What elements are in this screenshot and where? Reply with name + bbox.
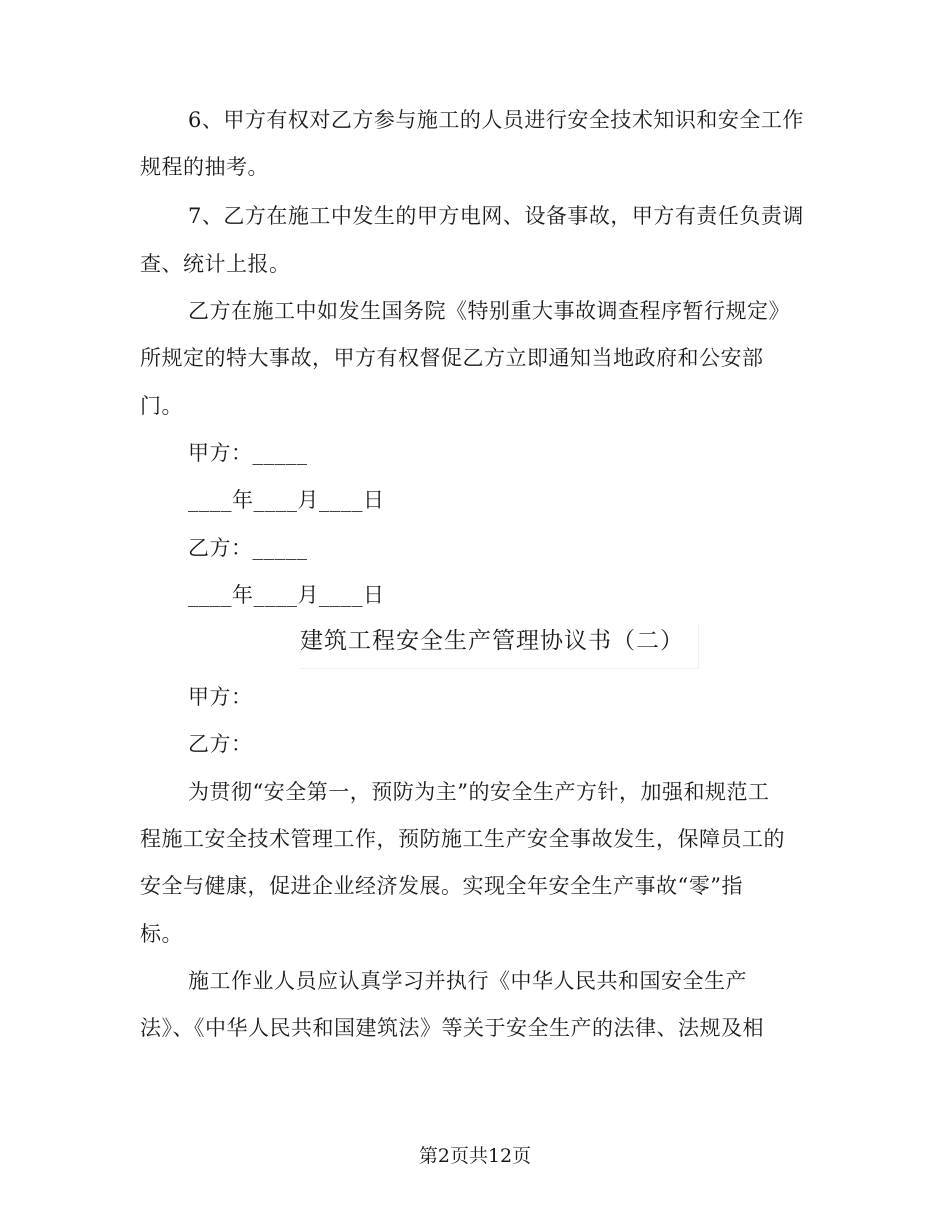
paragraph-purpose-line-3: 安全与健康，促进企业经济发展。实现全年安全生产事故“零”指 (140, 874, 743, 898)
paragraph-purpose-line-2: 程施工安全技术管理工作，预防施工生产安全事故发生，保障员工的 (140, 827, 785, 851)
paragraph-item-7-line-1: 7、乙方在施工中发生的甲方电网、设备事故，甲方有责任负责调 (188, 204, 804, 228)
paragraph-item-6-line-1: 6、甲方有权对乙方参与施工的人员进行安全技术知识和安全工作 (188, 108, 804, 132)
paragraph-law-line-1: 施工作业人员应认真学习并执行《中华人民共和国安全生产 (188, 969, 747, 993)
party-b-date: ____年____月____日 (188, 583, 385, 607)
paragraph-purpose-line-4: 标。 (140, 922, 183, 946)
paragraph-item-6-line-2: 规程的抽考。 (140, 155, 269, 179)
paragraph-purpose-line-1: 为贯彻“安全第一，预防为主”的安全生产方针，加强和规范工 (188, 780, 770, 804)
party-a-label: 甲方： (188, 685, 253, 709)
party-b-signature: 乙方：_____ (188, 536, 308, 560)
paragraph-major-accident-line-2: 所规定的特大事故，甲方有权督促乙方立即通知当地政府和公安部 (140, 346, 764, 370)
paragraph-law-line-2: 法》、《中华人民共和国建筑法》等关于安全生产的法律、法规及相 (140, 1016, 764, 1040)
document-title: 建筑工程安全生产管理协议书（二） (300, 624, 699, 669)
paragraph-item-7-line-2: 查、统计上报。 (140, 252, 291, 276)
party-a-date: ____年____月____日 (188, 488, 385, 512)
paragraph-major-accident-line-1: 乙方在施工中如发生国务院《特别重大事故调查程序暂行规定》 (188, 299, 790, 323)
paragraph-major-accident-line-3: 门。 (140, 394, 183, 418)
party-a-signature: 甲方：_____ (188, 441, 308, 465)
party-b-label: 乙方： (188, 732, 253, 756)
page-number: 第2页共12页 (418, 1145, 532, 1167)
